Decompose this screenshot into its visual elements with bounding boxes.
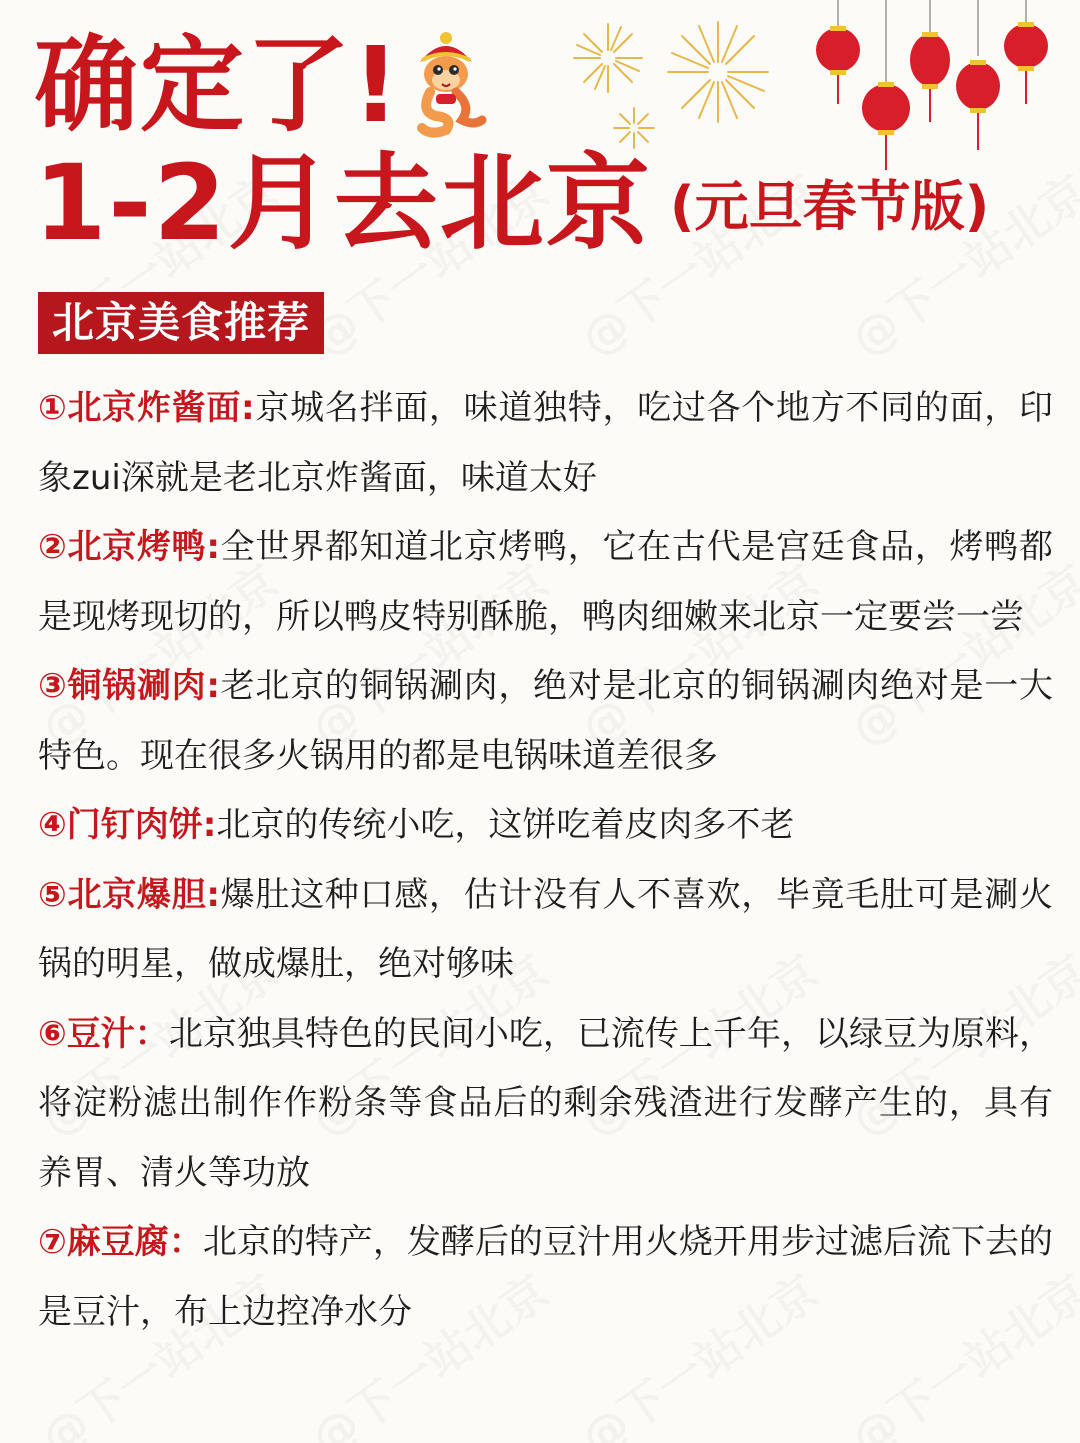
item-desc: 北京独具特色的民间小吃，已流传上千年，以绿豆为原料，将淀粉滤出制作作粉条等食品后的剩余残渣进行发酵产生的，具有养胃、清火等功放: [38, 1013, 1054, 1193]
item-name: 北京烤鸭:: [67, 527, 220, 567]
list-item: [38, 861, 1053, 1000]
item-desc: 北京的特产，发酵后的豆汁用火烧开用步过滤后流下去的是豆汁，布上边控净水分: [38, 1222, 1053, 1332]
section-label: 北京美食推荐: [38, 292, 324, 354]
list-item: [38, 791, 1053, 861]
list-item: [38, 1208, 1053, 1347]
list-item: [38, 652, 1053, 791]
item-number: ⑥: [38, 1013, 67, 1054]
list-item: [38, 374, 1053, 513]
item-desc: 北京的传统小吃，这饼吃着皮肉多不老: [216, 805, 795, 845]
item-number: ⑤: [38, 874, 68, 915]
item-name: 铜锅涮肉:: [67, 666, 220, 706]
item-number: ⑦: [38, 1222, 67, 1262]
title-sub: (元旦春节版): [669, 175, 990, 238]
item-name: 北京炸酱面:: [67, 388, 255, 428]
title-main: 1-2月去北京: [34, 142, 652, 264]
item-desc: 全世界都知道北京烤鸭，它在古代是宫廷食品，烤鸭都是现烤现切的，所以鸭皮特别酥脆，鸭肉细嫩来北京一定要尝一尝: [38, 527, 1053, 637]
item-desc: 京城名拌面，味道独特，吃过各个地方不同的面，印象zui深就是老北京炸酱面，味道太好: [38, 388, 1053, 498]
page-subtitle: [34, 142, 990, 264]
item-name: 北京爆胆:: [67, 874, 220, 915]
fireworks-icon: [568, 12, 798, 152]
item-name: 门钉肉饼:: [66, 805, 217, 845]
item-number: ①: [38, 388, 68, 428]
item-name: 豆汁：: [66, 1013, 169, 1054]
page-title: 确定了!: [34, 24, 402, 146]
list-item: [38, 1000, 1053, 1209]
snake-mascot-icon: [400, 30, 492, 138]
item-desc: 爆肚这种口感，估计没有人不喜欢，毕竟毛肚可是涮火锅的明星，做成爆肚，绝对够味: [38, 874, 1053, 984]
item-number: ③: [38, 666, 68, 706]
item-name: 麻豆腐：: [66, 1222, 203, 1262]
item-number: ②: [38, 527, 68, 567]
food-list: [38, 374, 1053, 1347]
item-desc: 老北京的铜锅涮肉，绝对是北京的铜锅涮肉绝对是一大特色。现在很多火锅用的都是电锅味道差很多: [38, 666, 1053, 776]
list-item: [38, 513, 1053, 652]
item-number: ④: [38, 805, 67, 845]
